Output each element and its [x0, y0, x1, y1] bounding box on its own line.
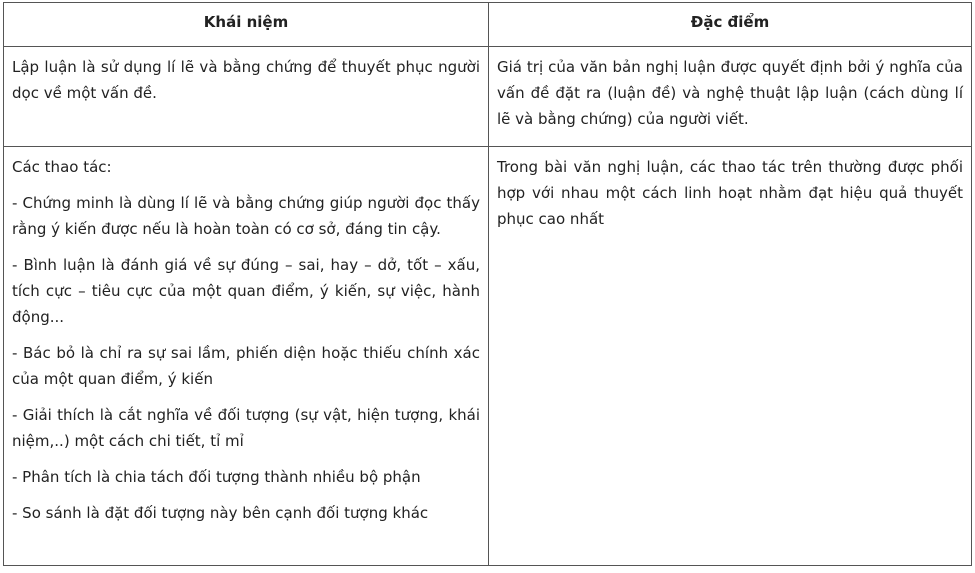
- operation-item: - So sánh là đặt đối tượng này bên cạnh đối tượng khác: [12, 504, 429, 522]
- table-row: [4, 47, 972, 147]
- operation-item: - Bình luận là đánh giá về sự đúng – sai, hay – dở, tốt – xấu, tích cực – tiêu cực của một quan điểm, ý kiến, sự việc, hành động...: [12, 256, 480, 326]
- feature-cell: [489, 47, 972, 147]
- operation-item: - Giải thích là cắt nghĩa về đối tượng (sự vật, hiện tượng, khái niệm,..) một cách chi tiết, tỉ mỉ: [12, 406, 480, 450]
- concept-cell: [4, 47, 489, 147]
- header-row: [4, 3, 972, 47]
- concept-table: [3, 2, 972, 566]
- operation-item: - Chứng minh là dùng lí lẽ và bằng chứng giúp người đọc thấy rằng ý kiến được nếu là hoàn toàn có cơ sở, đáng tin cậy.: [12, 194, 480, 238]
- header-feature: Đặc điểm: [489, 3, 972, 47]
- operation-item: - Phân tích là chia tách đối tượng thành nhiều bộ phận: [12, 468, 421, 486]
- cell-paragraph: Lập luận là sử dụng lí lẽ và bằng chứng để thuyết phục người dọc về một vấn đề.: [12, 58, 480, 102]
- operation-item: - Bác bỏ là chỉ ra sự sai lầm, phiến diện hoặc thiếu chính xác của một quan điểm, ý kiến: [12, 344, 480, 388]
- feature-cell: [489, 147, 972, 566]
- cell-paragraph: Trong bài văn nghị luận, các thao tác trên thường được phối hợp với nhau một cách linh hoạt nhằm đạt hiệu quả thuyết phục cao nhất: [497, 158, 963, 228]
- table-row: [4, 147, 972, 566]
- operations-heading: Các thao tác:: [12, 158, 112, 176]
- header-concept: Khái niệm: [4, 3, 489, 47]
- cell-paragraph: Giá trị của văn bản nghị luận được quyết định bởi ý nghĩa của vấn đề đặt ra (luận đề) và nghệ thuật lập luận (cách dùng lí lẽ và bằng chứng) của người viết.: [497, 58, 963, 128]
- concept-cell: [4, 147, 489, 566]
